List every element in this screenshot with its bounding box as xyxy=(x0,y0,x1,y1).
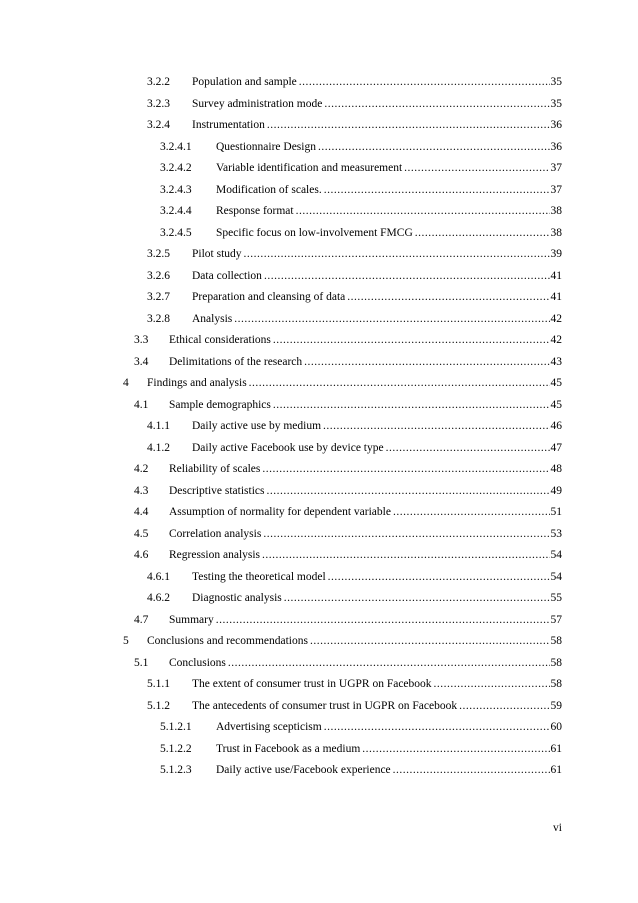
toc-entry-number: 3.2.4.2 xyxy=(160,162,192,174)
toc-dot-leader xyxy=(264,268,550,284)
toc-entry-number: 5.1 xyxy=(134,656,149,669)
toc-entry-page: 42 xyxy=(550,312,562,325)
toc-dot-leader xyxy=(434,676,550,692)
toc-entry[interactable] xyxy=(134,332,562,348)
toc-entry-number: 3.2.4.5 xyxy=(160,226,192,239)
toc-entry-page: 35 xyxy=(550,76,562,88)
toc-entry-title: Population and sample xyxy=(192,76,297,88)
toc-entry-title: Pilot study xyxy=(192,248,242,260)
toc-entry[interactable] xyxy=(160,762,562,778)
toc-entry-number: 3.3 xyxy=(134,334,149,346)
toc-dot-leader xyxy=(284,590,550,606)
toc-entry-number: 3.2.4.1 xyxy=(160,140,192,153)
toc-entry-number: 3.2.7 xyxy=(147,291,170,303)
toc-entry-page: 61 xyxy=(550,742,562,755)
toc-entry-page: 61 xyxy=(550,764,562,776)
toc-dot-leader xyxy=(273,332,550,348)
toc-entry-number: 3.2.8 xyxy=(147,312,170,325)
toc-entry[interactable] xyxy=(147,289,562,305)
toc-entry-page: 42 xyxy=(550,334,562,346)
toc-entry[interactable] xyxy=(134,461,562,477)
toc-entry[interactable] xyxy=(134,655,562,671)
toc-entry-page: 58 xyxy=(550,656,562,669)
toc-entry-title: Specific focus on low-involvement FMCG xyxy=(216,226,413,239)
toc-entry[interactable] xyxy=(134,354,562,370)
toc-entry-number: 4.1.2 xyxy=(147,441,170,454)
toc-entry-number: 3.4 xyxy=(134,355,149,368)
toc-entry-title: Advertising scepticism xyxy=(216,721,322,733)
toc-entry[interactable] xyxy=(147,96,562,112)
toc-dot-leader xyxy=(324,96,549,112)
toc-entry-title: Regression analysis xyxy=(169,549,261,561)
toc-dot-leader xyxy=(267,483,550,499)
toc-dot-leader xyxy=(228,655,550,671)
toc-dot-leader xyxy=(318,139,550,155)
toc-entry-number: 4.7 xyxy=(134,613,149,626)
toc-entry[interactable] xyxy=(123,375,562,391)
toc-entry-title: Descriptive statistics xyxy=(169,484,265,497)
toc-entry-page: 53 xyxy=(550,527,562,540)
toc-dot-leader xyxy=(304,354,549,370)
toc-entry-number: 4.6 xyxy=(134,549,149,561)
toc-entry[interactable] xyxy=(147,268,562,284)
toc-entry[interactable] xyxy=(160,160,562,176)
toc-entry-title: The antecedents of consumer trust in UGPR on Facebook xyxy=(192,699,458,712)
toc-entry-page: 59 xyxy=(550,699,562,712)
toc-entry-title: Survey administration mode xyxy=(192,97,323,110)
toc-entry-number: 4.6.2 xyxy=(147,592,170,604)
toc-entry-number: 5.1.1 xyxy=(147,678,170,690)
toc-dot-leader xyxy=(262,547,549,563)
toc-entry-title: Trust in Facebook as a medium xyxy=(216,742,361,755)
toc-entry[interactable] xyxy=(147,418,562,434)
toc-entry-title: Daily active Facebook use by device type xyxy=(192,441,384,454)
toc-entry-title: Delimitations of the research xyxy=(169,355,303,368)
toc-entry[interactable] xyxy=(160,139,562,155)
toc-entry-page: 48 xyxy=(550,463,562,475)
toc-entry-page: 60 xyxy=(550,721,562,733)
toc-dot-leader xyxy=(262,461,549,477)
toc-entry-number: 4.2 xyxy=(134,463,149,475)
toc-entry-title: Testing the theoretical model xyxy=(192,570,326,583)
toc-entry-number: 4.6.1 xyxy=(147,570,170,583)
toc-dot-leader xyxy=(267,117,550,133)
toc-dot-leader xyxy=(323,418,549,434)
toc-entry-page: 55 xyxy=(550,592,562,604)
toc-entry-number: 3.2.3 xyxy=(147,97,170,110)
toc-entry[interactable] xyxy=(147,698,562,714)
toc-entry-title: Conclusions xyxy=(169,656,226,669)
toc-entry-title: Findings and analysis xyxy=(147,377,247,389)
toc-entry[interactable] xyxy=(160,719,562,735)
toc-entry-page: 49 xyxy=(550,484,562,497)
toc-entry-number: 4.1 xyxy=(134,398,149,411)
toc-dot-leader xyxy=(273,397,550,413)
toc-entry[interactable] xyxy=(160,225,562,241)
toc-entry[interactable] xyxy=(134,397,562,413)
toc-entry[interactable] xyxy=(147,569,562,585)
toc-entry[interactable] xyxy=(147,590,562,606)
toc-entry-title: Assumption of normality for dependent variable xyxy=(169,506,391,518)
toc-dot-leader xyxy=(393,504,550,520)
toc-entry[interactable] xyxy=(160,203,562,219)
toc-dot-leader xyxy=(347,289,549,305)
page-number: vi xyxy=(553,822,562,834)
toc-entry[interactable] xyxy=(160,741,562,757)
toc-entry-page: 41 xyxy=(550,269,562,282)
toc-entry-page: 54 xyxy=(550,549,562,561)
toc-entry[interactable] xyxy=(147,676,562,692)
toc-entry-page: 39 xyxy=(550,248,562,260)
toc-entry-number: 3.2.4.4 xyxy=(160,205,192,217)
toc-dot-leader xyxy=(386,440,550,456)
toc-dot-leader xyxy=(324,719,550,735)
toc-entry-number: 5.1.2.1 xyxy=(160,721,192,733)
toc-entry-title: Summary xyxy=(169,613,214,626)
toc-entry-title: Sample demographics xyxy=(169,398,271,411)
toc-dot-leader xyxy=(404,160,549,176)
toc-dot-leader xyxy=(362,741,549,757)
toc-entry-number: 4.3 xyxy=(134,484,149,497)
toc-entry-number: 3.2.2 xyxy=(147,76,170,88)
toc-entry-page: 51 xyxy=(550,506,562,518)
toc-entry[interactable] xyxy=(134,526,562,542)
toc-entry-page: 38 xyxy=(550,226,562,239)
toc-entry-page: 35 xyxy=(550,97,562,110)
toc-dot-leader xyxy=(324,182,550,198)
toc-entry[interactable] xyxy=(147,246,562,262)
toc-entry-title: Preparation and cleansing of data xyxy=(192,291,346,303)
toc-dot-leader xyxy=(234,311,549,327)
toc-entry-number: 4.4 xyxy=(134,506,149,518)
toc-entry[interactable] xyxy=(134,504,562,520)
toc-entry-number: 5.1.2.2 xyxy=(160,742,192,755)
toc-entry-page: 36 xyxy=(550,140,562,153)
toc-dot-leader xyxy=(459,698,549,714)
toc-entry-page: 38 xyxy=(550,205,562,217)
toc-entry-title: Analysis xyxy=(192,312,233,325)
toc-entry-title: Modification of scales. xyxy=(216,183,322,196)
toc-entry-title: Variable identification and measurement xyxy=(216,162,403,174)
toc-dot-leader xyxy=(244,246,550,262)
toc-entry-page: 58 xyxy=(550,678,562,690)
toc-entry-page: 36 xyxy=(550,119,562,131)
toc-entry[interactable] xyxy=(123,633,562,649)
toc-dot-leader xyxy=(415,225,550,241)
toc-dot-leader xyxy=(310,633,550,649)
toc-entry-title: Instrumentation xyxy=(192,119,265,131)
toc-entry-title: Response format xyxy=(216,205,294,217)
toc-entry-number: 5.1.2.3 xyxy=(160,764,192,776)
toc-entry-title: Conclusions and recommendations xyxy=(147,635,308,647)
toc-entry-page: 54 xyxy=(550,570,562,583)
toc-entry[interactable] xyxy=(134,612,562,628)
toc-dot-leader xyxy=(299,74,550,90)
toc-dot-leader xyxy=(249,375,550,391)
toc-entry-title: Diagnostic analysis xyxy=(192,592,282,604)
toc-entry-page: 45 xyxy=(550,398,562,411)
toc-entry-number: 4.1.1 xyxy=(147,420,170,432)
toc-entry-page: 41 xyxy=(550,291,562,303)
toc-dot-leader xyxy=(328,569,550,585)
toc-entry-page: 46 xyxy=(550,420,562,432)
toc-entry[interactable] xyxy=(147,117,562,133)
toc-dot-leader xyxy=(393,762,550,778)
toc-entry-title: Daily active use by medium xyxy=(192,420,322,432)
toc-entry[interactable] xyxy=(147,311,562,327)
toc-entry-title: Reliability of scales xyxy=(169,463,261,475)
toc-entry-page: 47 xyxy=(550,441,562,454)
toc-entry-title: The extent of consumer trust in UGPR on Facebook xyxy=(192,678,432,690)
toc-entry[interactable] xyxy=(134,547,562,563)
toc-entry-page: 57 xyxy=(550,613,562,626)
toc-entry-number: 3.2.5 xyxy=(147,248,170,260)
toc-entry-title: Ethical considerations xyxy=(169,334,271,346)
toc-entry-title: Correlation analysis xyxy=(169,527,262,540)
toc-entry-number: 4.5 xyxy=(134,527,149,540)
toc-entry[interactable] xyxy=(134,483,562,499)
toc-entry-number: 5 xyxy=(123,635,129,647)
toc-dot-leader xyxy=(216,612,550,628)
toc-entry-title: Daily active use/Facebook experience xyxy=(216,764,391,776)
toc-entry-page: 58 xyxy=(550,635,562,647)
toc-dot-leader xyxy=(263,526,549,542)
toc-entry-number: 3.2.6 xyxy=(147,269,170,282)
toc-entry-number: 5.1.2 xyxy=(147,699,170,712)
toc-entry-title: Questionnaire Design xyxy=(216,140,316,153)
toc-entry-number: 4 xyxy=(123,377,129,389)
toc-entry-page: 37 xyxy=(550,183,562,196)
toc-entry-page: 43 xyxy=(550,355,562,368)
toc-entry-number: 3.2.4 xyxy=(147,119,170,131)
toc-entry[interactable] xyxy=(147,440,562,456)
toc-dot-leader xyxy=(296,203,550,219)
toc-entry-title: Data collection xyxy=(192,269,262,282)
toc-entry-page: 45 xyxy=(550,377,562,389)
toc-entry[interactable] xyxy=(160,182,562,198)
toc-entry[interactable] xyxy=(147,74,562,90)
toc-entry-number: 3.2.4.3 xyxy=(160,183,192,196)
toc-entry-page: 37 xyxy=(550,162,562,174)
